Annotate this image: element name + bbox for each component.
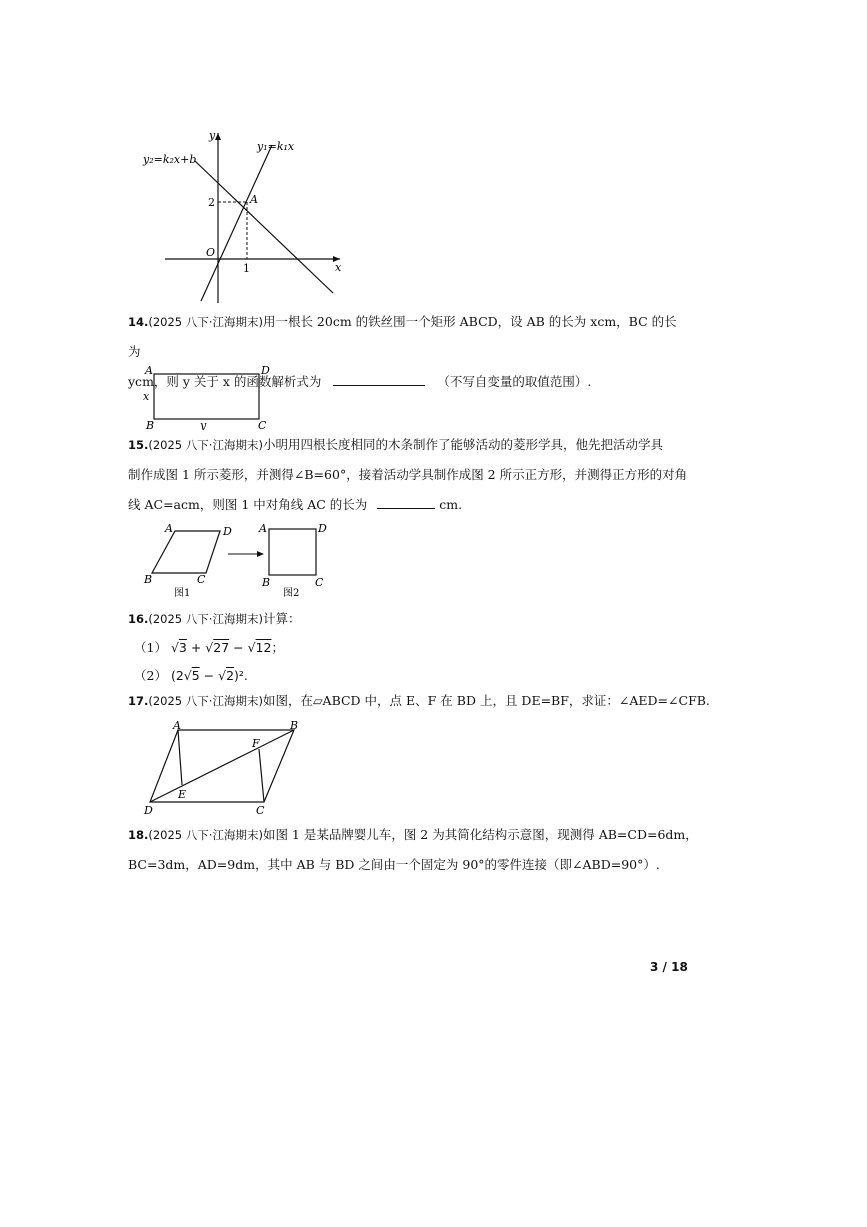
q14-number: 14.: [128, 315, 149, 329]
para-label-b: B: [290, 719, 299, 732]
q15-source: (2025 八下·江海期末): [148, 438, 263, 452]
page-number: 3 / 18: [650, 960, 688, 974]
fig1-label-b: B: [144, 573, 153, 586]
fig2-label-b: B: [262, 576, 271, 589]
q17-number: 17.: [128, 694, 149, 708]
rectangle-figure: [140, 362, 280, 430]
q18-line2: BC=3dm，AD=9dm，其中 AB 与 BD 之间由一个固定为 90°的零件连接（即∠ABD=90°）.: [128, 857, 660, 872]
q15-answer-blank[interactable]: [377, 494, 435, 509]
q16-text: 计算：: [262, 611, 301, 626]
q14-line2a: ycm，则 y 关于 x 的函数解析式为: [128, 374, 322, 389]
graph-line2-label: y₂=k₂x+b: [143, 153, 197, 166]
graph-x-label: x: [335, 261, 342, 274]
rect-label-b: B: [146, 419, 155, 430]
para-label-a: A: [173, 719, 181, 732]
fig2-label-d: D: [318, 522, 327, 535]
q15-line1: 小明用四根长度相同的木条制作了能够活动的菱形学具，他先把活动学具: [262, 437, 663, 452]
q16-item2-expr: (2√5 − √2)².: [170, 668, 248, 683]
q16-item1-label: （1）: [134, 640, 167, 655]
q16-source: (2025 八下·江海期末): [148, 612, 263, 626]
q16-item2-label: （2）: [134, 668, 167, 683]
rect-label-a: A: [145, 364, 153, 377]
q15-line3b: cm.: [439, 497, 463, 512]
graph-tick-x: 1: [243, 262, 250, 275]
q16-item1-expr: √3 + √27 − √12；: [170, 640, 284, 655]
fig1-caption: 图1: [174, 588, 191, 599]
q16-number: 16.: [128, 612, 149, 626]
q16-item-2: [134, 666, 248, 684]
rect-side-x: x: [143, 390, 150, 403]
fig1-label-c: C: [197, 573, 206, 586]
fig1-label-d: D: [223, 525, 232, 538]
fig2-caption: 图2: [283, 588, 300, 599]
graph-tick-y: 2: [208, 196, 215, 209]
q15-number: 15.: [128, 438, 149, 452]
para-label-c: C: [256, 804, 265, 817]
q18-number: 18.: [128, 828, 149, 842]
q18-source: (2025 八下·江海期末): [148, 828, 263, 842]
q15-line2: 制作成图 1 所示菱形，并测得∠B=60°，接着活动学具制作成图 2 所示正方形，并测得正方形的对角: [128, 467, 688, 482]
para-label-d: D: [144, 804, 153, 817]
question-16: [128, 604, 688, 634]
q14-answer-blank[interactable]: [333, 371, 425, 386]
rect-label-c: C: [258, 419, 267, 430]
q15-line3a: 线 AC=acm，则图 1 中对角线 AC 的长为: [128, 497, 368, 512]
graph-line1-label: y₁=k₁x: [257, 140, 295, 153]
question-15: [128, 430, 688, 520]
parallelogram-figure: [138, 716, 338, 820]
rhombus-to-square-figure: [140, 518, 340, 602]
graph-point-a: A: [250, 193, 258, 206]
rect-label-d: D: [261, 364, 270, 377]
q14-source: (2025 八下·江海期末): [148, 315, 263, 329]
function-graph: [135, 125, 355, 305]
question-17: [128, 686, 708, 716]
question-18: [128, 820, 698, 880]
q16-item-1: [134, 638, 284, 656]
graph-y-label: y: [209, 129, 216, 142]
q14-line2b: （不写自变量的取值范围）.: [437, 374, 592, 389]
fig2-label-a: A: [259, 522, 267, 535]
q17-text: 如图，在▱ABCD 中，点 E、F 在 BD 上，且 DE=BF，求证：∠AED=∠CFB.: [262, 693, 710, 708]
rect-side-y: y: [200, 419, 207, 430]
q17-source: (2025 八下·江海期末): [148, 694, 263, 708]
para-label-e: E: [178, 788, 187, 801]
q18-line1: 如图 1 是某品牌婴儿车，图 2 为其简化结构示意图，现测得 AB=CD=6dm，: [262, 827, 698, 842]
q14-line1: 用一根长 20cm 的铁丝围一个矩形 ABCD，设 AB 的长为 xcm，BC 的长为: [128, 314, 677, 359]
para-label-f: F: [252, 737, 260, 750]
fig2-label-c: C: [315, 576, 324, 589]
fig1-label-a: A: [165, 522, 173, 535]
graph-origin-label: O: [206, 246, 216, 259]
